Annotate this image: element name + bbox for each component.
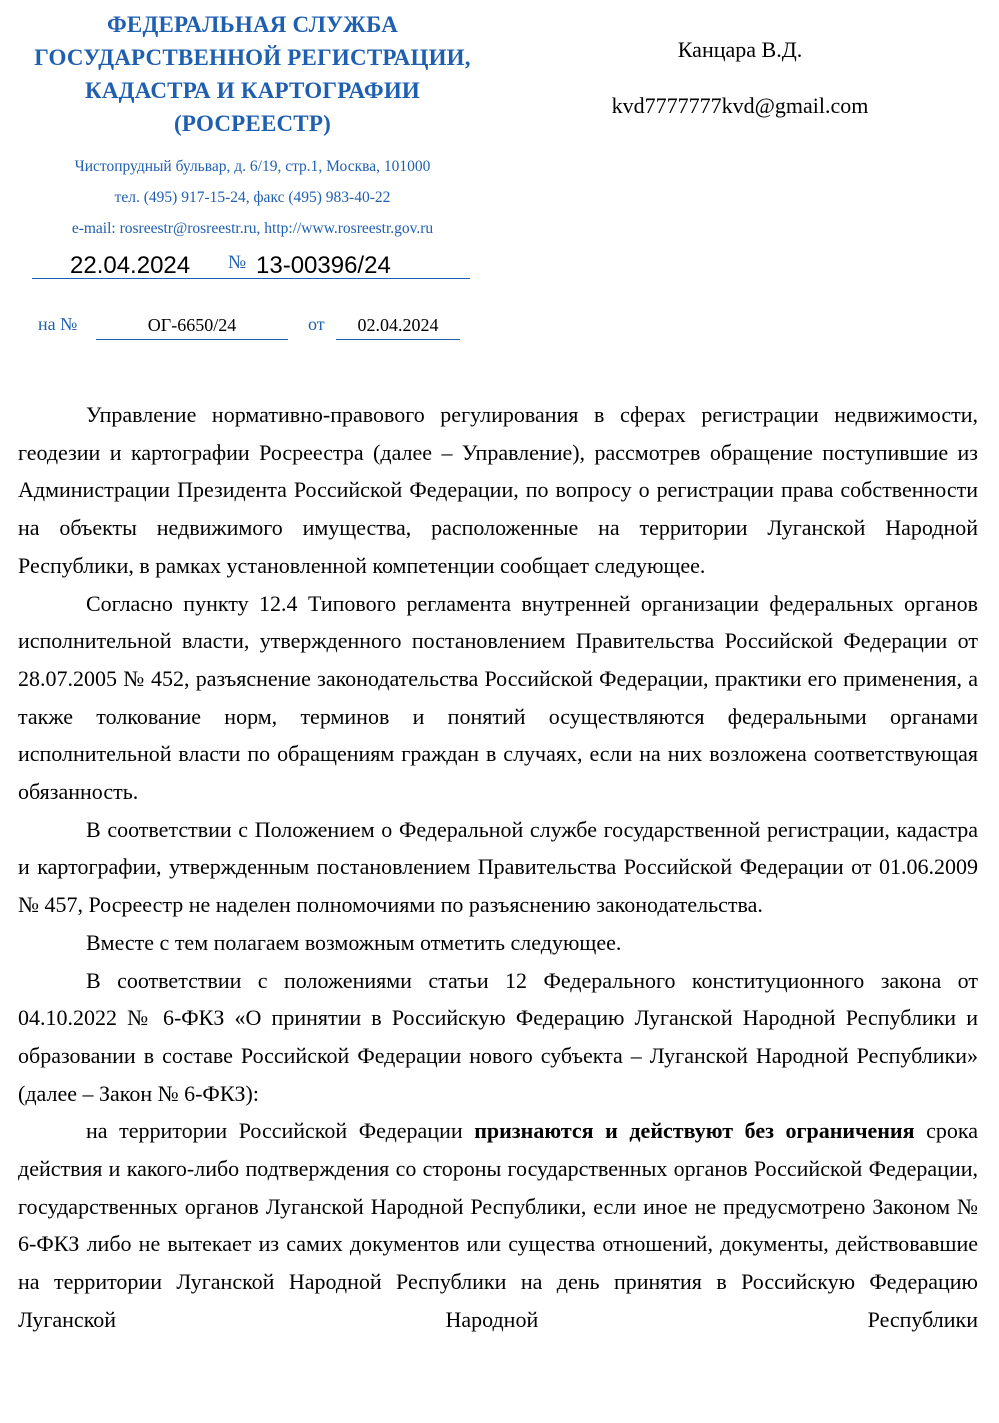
reference-number: ОГ-6650/24 xyxy=(96,312,288,340)
paragraph-1: Управление нормативно-правового регулирования в сферах регистрации недвижимости, геодезии и картографии Росреестра (далее – Управление), рассмотрев обращение поступившие из Администрации Президента Российской Федерации, по вопросу о регистрации права собственности на объекты недвижимого имущества, расположенные на территории Луганской Народной Республики, в рамках установленной компетенции сообщает следующее. xyxy=(18,402,978,578)
paragraph-6 xyxy=(18,1112,978,1338)
reference-label: на № xyxy=(38,314,78,334)
paragraph-3: В соответствии с Положением о Федеральной службе государственной регистрации, кадастра и картографии, утвержденным постановлением Правительства Российской Федерации от 01.06.2009 № 457, Росреестр не наделен полномочиями по разъяснению законодательства. xyxy=(18,816,978,918)
org-name-line-2: ГОСУДАРСТВЕННОЙ РЕГИСТРАЦИИ, xyxy=(34,45,471,70)
paragraph-6-rest: срока действия и какого-либо подтверждения со стороны государственных органов Российской Федерации, государственных органов Луганской Народной Республики, если иное не предусмотрено Законом № 6-ФКЗ либо не вытекает из самих документов или существа отношений, документы, действовавшие на территории Луганской Народной Республики на день принятия в Российскую Федерацию Луганской Народной Республики xyxy=(18,1118,978,1332)
paragraph-5: В соответствии с положениями статьи 12 Федерального конституционного закона от 04.10.2022 № 6-ФКЗ «О принятии в Российскую Федерацию Луганской Народной Республики и образовании в составе Российской Федерации нового субъекта – Луганской Народной Республики» (далее – Закон № 6-ФКЗ): xyxy=(18,967,978,1106)
sender-email-web: e-mail: rosreestr@rosreestr.ru, http://www.rosreestr.gov.ru xyxy=(71,220,434,237)
org-name-line-1: ФЕДЕРАЛЬНАЯ СЛУЖБА xyxy=(106,12,399,37)
sender-address: Чистопрудный бульвар, д. 6/19, стр.1, Москва, 101000 xyxy=(74,158,431,175)
recipient-email: kvd7777777kvd@gmail.com xyxy=(611,93,869,118)
recipient-name: Канцара В.Д. xyxy=(677,37,803,62)
paragraph-4: Вместе с тем полагаем возможным отметить следующее. xyxy=(86,929,622,955)
paragraph-2: Согласно пункту 12.4 Типового регламента внутренней организации федеральных органов исполнительной власти, утвержденного постановлением Правительства Российской Федерации от 28.07.2005 № 452, разъяснение законодательства Российской Федерации, практики его применения, а также толкование норм, терминов и понятий осуществляются федеральными органами исполнительной власти по обращениям граждан в случаях, если на них возложена соответствующая обязанность. xyxy=(18,590,978,805)
org-name-line-4: (РОСРЕЕСТР) xyxy=(174,111,331,136)
org-name-line-3: КАДАСТРА И КАРТОГРАФИИ xyxy=(84,78,420,103)
paragraph-6-start: на территории Российской Федерации xyxy=(86,1118,475,1144)
sender-block xyxy=(20,8,485,244)
registration-number: 13-00396/24 xyxy=(256,252,391,279)
registration-line xyxy=(32,250,470,279)
letter-body xyxy=(18,396,978,1339)
recipient-block xyxy=(580,30,900,126)
registration-number-sign: № xyxy=(228,252,247,273)
sender-phone: тел. (495) 917-15-24, факс (495) 983-40-22 xyxy=(114,189,391,206)
reference-date-label: от xyxy=(308,314,325,334)
paragraph-6-highlight: признаются и действуют без ограничения xyxy=(474,1118,915,1144)
registration-date: 22.04.2024 xyxy=(70,252,191,279)
reference-line xyxy=(38,312,468,342)
reference-date: 02.04.2024 xyxy=(336,312,460,340)
